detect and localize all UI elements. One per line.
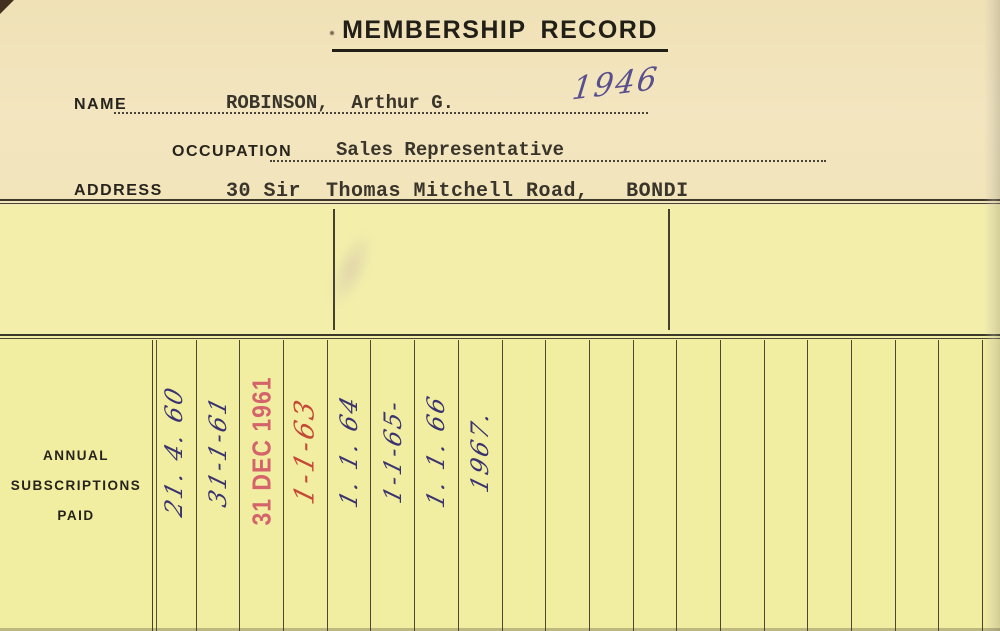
subscription-column — [634, 340, 678, 631]
subscription-column — [677, 340, 721, 631]
subscription-column — [546, 340, 590, 631]
occupation-label: OCCUPATION — [172, 143, 293, 160]
card-title: MEMBERSHIP RECORD — [332, 16, 668, 52]
subscriptions-label-line: SUBSCRIPTIONS — [10, 478, 142, 493]
subscriptions-label-line: ANNUAL — [43, 448, 109, 463]
subscription-column — [284, 340, 328, 631]
occupation-value: Sales Representative — [336, 139, 565, 161]
card-title-wrap — [0, 16, 1000, 52]
subscription-date-entry: 31 DEC 1961 — [246, 376, 276, 526]
handwritten-year-note: 1946 — [570, 60, 661, 108]
subscription-column — [415, 340, 459, 631]
upper-double-rule — [0, 199, 1000, 204]
subscription-column — [197, 340, 241, 631]
first-column-double-line — [156, 340, 157, 631]
subscriptions-label — [0, 340, 152, 631]
subscription-column — [808, 340, 852, 631]
subscriptions-label-line: PAID — [57, 508, 95, 523]
subscription-date-entry: 1. 1. 66 — [422, 390, 451, 511]
lower-double-rule — [0, 334, 1000, 339]
subscription-column — [896, 340, 940, 631]
subscription-date-entry: 1-1-63 — [289, 393, 321, 508]
ink-smudge — [318, 224, 383, 315]
card-right-edge — [984, 0, 1000, 631]
subscription-columns — [152, 340, 983, 631]
subscription-column — [328, 340, 372, 631]
subscription-column — [240, 340, 284, 631]
subscription-column — [590, 340, 634, 631]
subscription-column — [721, 340, 765, 631]
address-value: 30 Sir Thomas Mitchell Road, BONDI — [226, 180, 689, 203]
subscriptions-section — [0, 340, 1000, 631]
subscription-column — [459, 340, 503, 631]
subscription-column — [939, 340, 982, 631]
subscription-date-entry: 1967. — [466, 405, 495, 496]
subscription-date-entry: 1-1-65- — [378, 395, 407, 507]
subscription-date-entry: 21. 4. 60 — [160, 381, 189, 520]
subscription-date-entry: 31-1-61 — [204, 391, 233, 510]
name-value: ROBINSON, Arthur G. — [226, 92, 455, 114]
subscription-column — [371, 340, 415, 631]
subscription-column — [153, 340, 197, 631]
address-label: ADDRESS — [74, 182, 163, 199]
paper-speck — [330, 31, 334, 35]
middle-column-divider — [668, 209, 670, 330]
subscription-column — [852, 340, 896, 631]
subscription-column — [765, 340, 809, 631]
subscription-date-entry: 1. 1. 64 — [335, 390, 364, 511]
card-header-section — [0, 0, 1000, 205]
name-label: NAME — [74, 96, 128, 113]
middle-notes-section — [0, 205, 1000, 334]
subscription-column — [503, 340, 547, 631]
